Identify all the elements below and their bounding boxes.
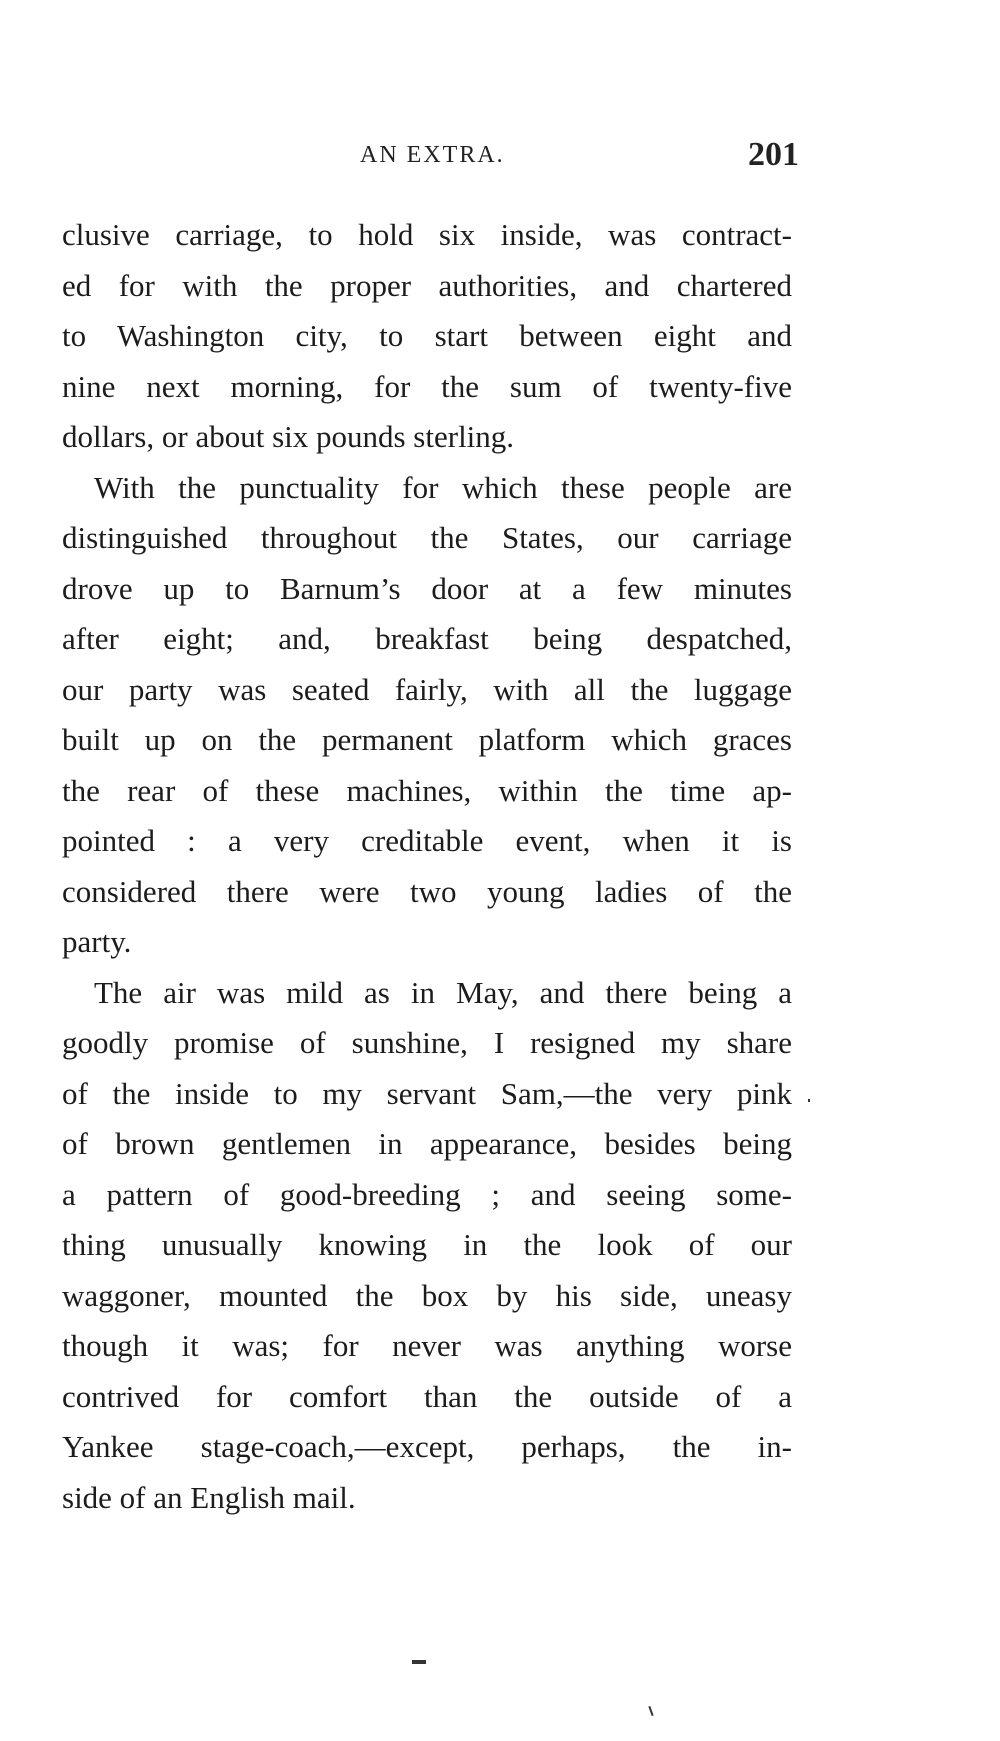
text-line: drove up to Barnum’s door at a few minutes: [62, 570, 792, 606]
text-line: waggoner, mounted the box by his side, uneasy: [62, 1277, 792, 1313]
text-line: pointed : a very creditable event, when it is: [62, 823, 792, 858]
text-line: considered there were two young ladies of the: [62, 873, 792, 909]
text-line: goodly promise of sunshine, I resigned my share: [62, 1025, 792, 1060]
body-text: [62, 210, 792, 1523]
text-line: party.: [62, 924, 132, 959]
text-line: Yankee stage-coach,—except, perhaps, the in-: [62, 1429, 792, 1464]
text-line: thing unusually knowing in the look of our: [62, 1227, 792, 1262]
print-mark: [808, 1099, 810, 1102]
text-line: With the punctuality for which these people are: [94, 469, 792, 505]
text-line: to Washington city, to start between eight and: [62, 318, 792, 353]
text-line: dollars, or about six pounds sterling.: [62, 419, 515, 454]
text-line: of brown gentlemen in appearance, besides being: [62, 1126, 792, 1161]
text-line: distinguished throughout the States, our carriage: [62, 520, 792, 555]
text-line: our party was seated fairly, with all the luggage: [62, 671, 792, 707]
text-line: though it was; for never was anything worse: [62, 1328, 792, 1363]
text-line: of the inside to my servant Sam,—the very pink: [62, 1075, 792, 1111]
text-line: side of an English mail.: [62, 1479, 356, 1515]
text-line: contrived for comfort than the outside of a: [62, 1378, 792, 1414]
text-line: after eight; and, breakfast being despatched,: [62, 621, 792, 656]
text-line: clusive carriage, to hold six inside, was contract-: [62, 217, 792, 252]
text-line: nine next morning, for the sum of twenty-five: [62, 368, 792, 404]
running-title: AN EXTRA.: [360, 142, 505, 168]
text-line: a pattern of good-breeding ; and seeing some-: [62, 1176, 792, 1212]
page-number: 201: [748, 136, 799, 173]
text-line: The air was mild as in May, and there being a: [94, 974, 792, 1010]
text-line: the rear of these machines, within the time ap-: [62, 772, 792, 808]
text-line: ed for with the proper authorities, and chartered: [62, 267, 792, 303]
print-mark: [648, 1706, 653, 1716]
text-line: built up on the permanent platform which graces: [62, 722, 792, 757]
print-mark: [412, 1660, 426, 1664]
